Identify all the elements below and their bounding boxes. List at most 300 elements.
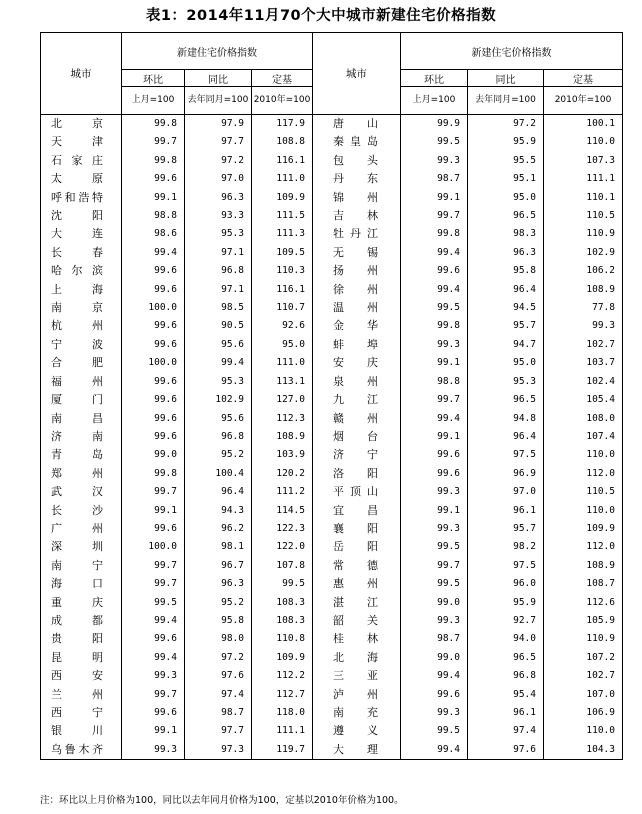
mom-left-cell: 99.1 <box>122 189 185 207</box>
fixed-right-cell: 110.1 <box>544 189 623 207</box>
table-row <box>41 170 623 188</box>
fixed-right-cell: 108.9 <box>544 557 623 575</box>
mom-left-cell: 99.4 <box>122 649 185 667</box>
city-left-cell: 南宁 <box>41 557 122 575</box>
mom-right-cell: 99.1 <box>401 189 468 207</box>
fixed-left-cell: 109.9 <box>252 649 313 667</box>
mom-right-cell: 99.6 <box>401 686 468 704</box>
fixed-header-right: 定基 <box>544 70 623 87</box>
city-left-cell: 青岛 <box>41 446 122 464</box>
mom-left-cell: 99.6 <box>122 428 185 446</box>
city-left-cell: 昆明 <box>41 649 122 667</box>
yoy-right-cell: 94.8 <box>468 410 544 428</box>
yoy-left-cell: 97.6 <box>185 667 252 685</box>
fixed-base-left: 2010年=100 <box>252 87 313 115</box>
city-left-cell: 大连 <box>41 225 122 243</box>
fixed-right-cell: 102.7 <box>544 667 623 685</box>
yoy-right-cell: 95.5 <box>468 152 544 170</box>
fixed-right-cell: 105.9 <box>544 612 623 630</box>
yoy-left-cell: 94.3 <box>185 502 252 520</box>
city-left-cell: 兰州 <box>41 686 122 704</box>
fixed-right-cell: 102.4 <box>544 373 623 391</box>
mom-left-cell: 99.6 <box>122 281 185 299</box>
yoy-left-cell: 95.2 <box>185 446 252 464</box>
mom-left-cell: 99.6 <box>122 391 185 409</box>
fixed-left-cell: 111.5 <box>252 207 313 225</box>
mom-left-cell: 99.1 <box>122 502 185 520</box>
city-left-cell: 杭州 <box>41 317 122 335</box>
fixed-left-cell: 108.9 <box>252 428 313 446</box>
mom-right-cell: 99.3 <box>401 704 468 722</box>
table-row <box>41 428 623 446</box>
city-right-cell: 湛江 <box>313 594 401 612</box>
yoy-left-cell: 99.4 <box>185 354 252 372</box>
yoy-right-cell: 96.1 <box>468 502 544 520</box>
mom-left-cell: 99.6 <box>122 373 185 391</box>
yoy-right-cell: 95.0 <box>468 189 544 207</box>
yoy-base-left: 去年同月=100 <box>185 87 252 115</box>
mom-right-cell: 99.6 <box>401 465 468 483</box>
table-row <box>41 207 623 225</box>
yoy-left-cell: 95.2 <box>185 594 252 612</box>
table-row <box>41 410 623 428</box>
mom-left-cell: 99.8 <box>122 465 185 483</box>
city-left-cell: 北京 <box>41 115 122 134</box>
mom-left-cell: 99.6 <box>122 317 185 335</box>
city-left-cell: 西安 <box>41 667 122 685</box>
fixed-left-cell: 120.2 <box>252 465 313 483</box>
city-right-cell: 金华 <box>313 317 401 335</box>
mom-right-cell: 99.8 <box>401 225 468 243</box>
mom-left-cell: 99.4 <box>122 612 185 630</box>
mom-left-cell: 98.6 <box>122 225 185 243</box>
index-group-header-right: 新建住宅价格指数 <box>401 33 623 70</box>
table-row <box>41 373 623 391</box>
fixed-left-cell: 112.3 <box>252 410 313 428</box>
fixed-right-cell: 110.0 <box>544 446 623 464</box>
city-left-cell: 南昌 <box>41 410 122 428</box>
yoy-right-cell: 96.5 <box>468 207 544 225</box>
table-row <box>41 483 623 501</box>
mom-right-cell: 99.4 <box>401 281 468 299</box>
city-right-cell: 九江 <box>313 391 401 409</box>
city-left-cell: 厦门 <box>41 391 122 409</box>
fixed-right-cell: 110.5 <box>544 483 623 501</box>
city-right-cell: 吉林 <box>313 207 401 225</box>
city-left-cell: 深圳 <box>41 538 122 556</box>
mom-right-cell: 99.5 <box>401 575 468 593</box>
mom-right-cell: 99.4 <box>401 244 468 262</box>
fixed-left-cell: 109.9 <box>252 189 313 207</box>
yoy-left-cell: 95.3 <box>185 225 252 243</box>
fixed-left-cell: 116.1 <box>252 281 313 299</box>
mom-left-cell: 99.8 <box>122 152 185 170</box>
mom-left-cell: 99.0 <box>122 446 185 464</box>
fixed-left-cell: 122.3 <box>252 520 313 538</box>
city-right-cell: 济宁 <box>313 446 401 464</box>
yoy-right-cell: 96.1 <box>468 704 544 722</box>
table-row <box>41 133 623 151</box>
fixed-left-cell: 107.8 <box>252 557 313 575</box>
yoy-left-cell: 98.0 <box>185 630 252 648</box>
yoy-left-cell: 97.2 <box>185 649 252 667</box>
mom-left-cell: 99.6 <box>122 704 185 722</box>
mom-left-cell: 99.6 <box>122 336 185 354</box>
mom-right-cell: 99.4 <box>401 410 468 428</box>
yoy-right-cell: 94.7 <box>468 336 544 354</box>
mom-right-cell: 99.9 <box>401 115 468 134</box>
mom-right-cell: 99.3 <box>401 336 468 354</box>
yoy-right-cell: 96.8 <box>468 667 544 685</box>
mom-right-cell: 99.3 <box>401 152 468 170</box>
mom-left-cell: 99.1 <box>122 722 185 740</box>
yoy-left-cell: 97.3 <box>185 741 252 760</box>
city-right-cell: 南充 <box>313 704 401 722</box>
table-row <box>41 722 623 740</box>
fixed-right-cell: 109.9 <box>544 520 623 538</box>
fixed-left-cell: 113.1 <box>252 373 313 391</box>
yoy-right-cell: 95.7 <box>468 317 544 335</box>
city-left-cell: 合肥 <box>41 354 122 372</box>
mom-base-right: 上月=100 <box>401 87 468 115</box>
fixed-right-cell: 105.4 <box>544 391 623 409</box>
fixed-left-cell: 118.0 <box>252 704 313 722</box>
table-row <box>41 336 623 354</box>
mom-left-cell: 99.6 <box>122 520 185 538</box>
mom-right-cell: 99.5 <box>401 722 468 740</box>
table-row <box>41 317 623 335</box>
yoy-right-cell: 96.3 <box>468 244 544 262</box>
yoy-right-cell: 95.3 <box>468 373 544 391</box>
city-right-cell: 泸州 <box>313 686 401 704</box>
table-row <box>41 557 623 575</box>
mom-left-cell: 99.5 <box>122 594 185 612</box>
fixed-right-cell: 110.0 <box>544 133 623 151</box>
fixed-right-cell: 100.1 <box>544 115 623 134</box>
yoy-left-cell: 93.3 <box>185 207 252 225</box>
city-right-cell: 安庆 <box>313 354 401 372</box>
table-row <box>41 704 623 722</box>
city-header-left: 城市 <box>41 33 122 115</box>
city-right-cell: 秦皇岛 <box>313 133 401 151</box>
yoy-header-left: 同比 <box>185 70 252 87</box>
table-row <box>41 391 623 409</box>
yoy-left-cell: 96.4 <box>185 483 252 501</box>
mom-right-cell: 99.1 <box>401 354 468 372</box>
city-right-cell: 韶关 <box>313 612 401 630</box>
yoy-left-cell: 97.0 <box>185 170 252 188</box>
fixed-left-cell: 111.1 <box>252 722 313 740</box>
city-left-cell: 福州 <box>41 373 122 391</box>
fixed-left-cell: 114.5 <box>252 502 313 520</box>
mom-right-cell: 99.1 <box>401 428 468 446</box>
fixed-left-cell: 110.3 <box>252 262 313 280</box>
mom-left-cell: 99.7 <box>122 557 185 575</box>
city-right-cell: 洛阳 <box>313 465 401 483</box>
city-right-cell: 扬州 <box>313 262 401 280</box>
table-row <box>41 446 623 464</box>
fixed-header-left: 定基 <box>252 70 313 87</box>
table-row <box>41 354 623 372</box>
table-row <box>41 502 623 520</box>
fixed-right-cell: 106.2 <box>544 262 623 280</box>
fixed-right-cell: 107.0 <box>544 686 623 704</box>
fixed-right-cell: 107.2 <box>544 649 623 667</box>
city-right-cell: 温州 <box>313 299 401 317</box>
fixed-left-cell: 103.9 <box>252 446 313 464</box>
mom-left-cell: 99.6 <box>122 410 185 428</box>
mom-left-cell: 99.4 <box>122 244 185 262</box>
yoy-header-right: 同比 <box>468 70 544 87</box>
fixed-left-cell: 112.7 <box>252 686 313 704</box>
table-row <box>41 299 623 317</box>
table-row <box>41 538 623 556</box>
yoy-right-cell: 96.4 <box>468 281 544 299</box>
city-right-cell: 遵义 <box>313 722 401 740</box>
yoy-left-cell: 97.4 <box>185 686 252 704</box>
yoy-left-cell: 97.7 <box>185 133 252 151</box>
yoy-left-cell: 96.3 <box>185 575 252 593</box>
yoy-right-cell: 95.1 <box>468 170 544 188</box>
city-left-cell: 乌鲁木齐 <box>41 741 122 760</box>
city-right-cell: 襄阳 <box>313 520 401 538</box>
city-right-cell: 宜昌 <box>313 502 401 520</box>
fixed-right-cell: 110.0 <box>544 502 623 520</box>
mom-right-cell: 99.4 <box>401 667 468 685</box>
city-left-cell: 长沙 <box>41 502 122 520</box>
mom-right-cell: 99.3 <box>401 520 468 538</box>
mom-right-cell: 98.8 <box>401 373 468 391</box>
table-row <box>41 281 623 299</box>
city-right-cell: 桂林 <box>313 630 401 648</box>
mom-right-cell: 98.7 <box>401 630 468 648</box>
table-row <box>41 741 623 760</box>
city-left-cell: 沈阳 <box>41 207 122 225</box>
city-right-cell: 丹东 <box>313 170 401 188</box>
mom-left-cell: 99.3 <box>122 667 185 685</box>
yoy-right-cell: 96.5 <box>468 391 544 409</box>
yoy-right-cell: 94.0 <box>468 630 544 648</box>
yoy-left-cell: 90.5 <box>185 317 252 335</box>
mom-right-cell: 99.0 <box>401 594 468 612</box>
price-index-table <box>40 32 623 760</box>
yoy-base-right: 去年同月=100 <box>468 87 544 115</box>
fixed-left-cell: 111.2 <box>252 483 313 501</box>
table-row <box>41 225 623 243</box>
yoy-left-cell: 102.9 <box>185 391 252 409</box>
city-left-cell: 武汉 <box>41 483 122 501</box>
yoy-left-cell: 97.9 <box>185 115 252 134</box>
city-left-cell: 郑州 <box>41 465 122 483</box>
yoy-right-cell: 96.5 <box>468 649 544 667</box>
yoy-left-cell: 95.6 <box>185 410 252 428</box>
city-left-cell: 宁波 <box>41 336 122 354</box>
mom-right-cell: 99.1 <box>401 502 468 520</box>
mom-left-cell: 99.8 <box>122 115 185 134</box>
mom-left-cell: 98.8 <box>122 207 185 225</box>
table-footnote: 注：环比以上月价格为100，同比以去年同月价格为100，定基以2010年价格为100。 <box>40 795 404 806</box>
city-right-cell: 烟台 <box>313 428 401 446</box>
table-row <box>41 189 623 207</box>
fixed-right-cell: 108.0 <box>544 410 623 428</box>
yoy-left-cell: 96.8 <box>185 428 252 446</box>
yoy-left-cell: 98.5 <box>185 299 252 317</box>
table-row <box>41 594 623 612</box>
fixed-left-cell: 111.3 <box>252 225 313 243</box>
mom-right-cell: 99.7 <box>401 207 468 225</box>
fixed-left-cell: 108.3 <box>252 612 313 630</box>
city-right-cell: 徐州 <box>313 281 401 299</box>
yoy-right-cell: 95.9 <box>468 594 544 612</box>
city-right-cell: 大理 <box>313 741 401 760</box>
table-row <box>41 115 623 134</box>
city-right-cell: 赣州 <box>313 410 401 428</box>
mom-right-cell: 99.6 <box>401 446 468 464</box>
city-left-cell: 济南 <box>41 428 122 446</box>
mom-left-cell: 99.6 <box>122 262 185 280</box>
yoy-left-cell: 97.1 <box>185 244 252 262</box>
yoy-left-cell: 96.8 <box>185 262 252 280</box>
fixed-right-cell: 110.9 <box>544 225 623 243</box>
fixed-right-cell: 112.6 <box>544 594 623 612</box>
yoy-right-cell: 97.0 <box>468 483 544 501</box>
mom-base-left: 上月=100 <box>122 87 185 115</box>
mom-left-cell: 100.0 <box>122 354 185 372</box>
fixed-left-cell: 108.8 <box>252 133 313 151</box>
yoy-right-cell: 95.8 <box>468 262 544 280</box>
fixed-right-cell: 111.1 <box>544 170 623 188</box>
city-left-cell: 长春 <box>41 244 122 262</box>
mom-left-cell: 100.0 <box>122 538 185 556</box>
city-left-cell: 上海 <box>41 281 122 299</box>
city-right-cell: 泉州 <box>313 373 401 391</box>
fixed-right-cell: 112.0 <box>544 538 623 556</box>
fixed-left-cell: 109.5 <box>252 244 313 262</box>
table-title: 表1：2014年11月70个大中城市新建住宅价格指数 <box>145 8 497 24</box>
city-left-cell: 海口 <box>41 575 122 593</box>
fixed-right-cell: 110.9 <box>544 630 623 648</box>
table-row <box>41 244 623 262</box>
city-left-cell: 太原 <box>41 170 122 188</box>
table-row <box>41 575 623 593</box>
fixed-left-cell: 111.0 <box>252 354 313 372</box>
city-right-cell: 岳阳 <box>313 538 401 556</box>
city-right-cell: 平顶山 <box>313 483 401 501</box>
fixed-right-cell: 102.9 <box>544 244 623 262</box>
fixed-left-cell: 127.0 <box>252 391 313 409</box>
city-left-cell: 石家庄 <box>41 152 122 170</box>
yoy-right-cell: 97.5 <box>468 446 544 464</box>
fixed-right-cell: 104.3 <box>544 741 623 760</box>
yoy-right-cell: 96.9 <box>468 465 544 483</box>
city-right-cell: 蚌埠 <box>313 336 401 354</box>
city-left-cell: 南京 <box>41 299 122 317</box>
yoy-right-cell: 96.0 <box>468 575 544 593</box>
city-right-cell: 三亚 <box>313 667 401 685</box>
yoy-right-cell: 95.7 <box>468 520 544 538</box>
city-header-right: 城市 <box>313 33 401 115</box>
mom-header-left: 环比 <box>122 70 185 87</box>
fixed-base-right: 2010年=100 <box>544 87 623 115</box>
fixed-left-cell: 116.1 <box>252 152 313 170</box>
fixed-left-cell: 119.7 <box>252 741 313 760</box>
yoy-left-cell: 96.7 <box>185 557 252 575</box>
yoy-left-cell: 95.3 <box>185 373 252 391</box>
yoy-left-cell: 97.7 <box>185 722 252 740</box>
table-row <box>41 686 623 704</box>
fixed-left-cell: 110.7 <box>252 299 313 317</box>
fixed-left-cell: 92.6 <box>252 317 313 335</box>
yoy-left-cell: 95.8 <box>185 612 252 630</box>
table-row <box>41 520 623 538</box>
mom-right-cell: 98.7 <box>401 170 468 188</box>
fixed-left-cell: 108.3 <box>252 594 313 612</box>
yoy-right-cell: 98.2 <box>468 538 544 556</box>
fixed-left-cell: 112.2 <box>252 667 313 685</box>
yoy-left-cell: 96.3 <box>185 189 252 207</box>
mom-right-cell: 99.5 <box>401 299 468 317</box>
table-row <box>41 649 623 667</box>
city-right-cell: 唐山 <box>313 115 401 134</box>
fixed-right-cell: 110.5 <box>544 207 623 225</box>
mom-right-cell: 99.3 <box>401 483 468 501</box>
city-right-cell: 北海 <box>313 649 401 667</box>
mom-right-cell: 99.3 <box>401 612 468 630</box>
city-left-cell: 天津 <box>41 133 122 151</box>
fixed-right-cell: 77.8 <box>544 299 623 317</box>
yoy-right-cell: 94.5 <box>468 299 544 317</box>
fixed-right-cell: 106.9 <box>544 704 623 722</box>
fixed-left-cell: 95.0 <box>252 336 313 354</box>
mom-left-cell: 99.7 <box>122 575 185 593</box>
yoy-left-cell: 97.2 <box>185 152 252 170</box>
city-left-cell: 重庆 <box>41 594 122 612</box>
city-left-cell: 广州 <box>41 520 122 538</box>
city-right-cell: 常德 <box>313 557 401 575</box>
yoy-right-cell: 97.4 <box>468 722 544 740</box>
table-row <box>41 667 623 685</box>
city-right-cell: 锦州 <box>313 189 401 207</box>
mom-left-cell: 99.6 <box>122 170 185 188</box>
table-row <box>41 262 623 280</box>
fixed-left-cell: 117.9 <box>252 115 313 134</box>
yoy-right-cell: 97.5 <box>468 557 544 575</box>
mom-left-cell: 99.3 <box>122 741 185 760</box>
fixed-right-cell: 112.0 <box>544 465 623 483</box>
index-group-header-left: 新建住宅价格指数 <box>122 33 313 70</box>
yoy-right-cell: 95.4 <box>468 686 544 704</box>
fixed-left-cell: 110.8 <box>252 630 313 648</box>
mom-right-cell: 99.5 <box>401 538 468 556</box>
yoy-right-cell: 95.0 <box>468 354 544 372</box>
mom-right-cell: 99.6 <box>401 262 468 280</box>
yoy-left-cell: 98.7 <box>185 704 252 722</box>
city-left-cell: 西宁 <box>41 704 122 722</box>
city-left-cell: 银川 <box>41 722 122 740</box>
city-left-cell: 呼和浩特 <box>41 189 122 207</box>
mom-left-cell: 99.7 <box>122 133 185 151</box>
table-row <box>41 465 623 483</box>
yoy-right-cell: 98.3 <box>468 225 544 243</box>
yoy-left-cell: 97.1 <box>185 281 252 299</box>
mom-right-cell: 99.4 <box>401 741 468 760</box>
mom-right-cell: 99.7 <box>401 391 468 409</box>
mom-right-cell: 99.8 <box>401 317 468 335</box>
mom-header-right: 环比 <box>401 70 468 87</box>
yoy-left-cell: 95.6 <box>185 336 252 354</box>
city-right-cell: 惠州 <box>313 575 401 593</box>
fixed-right-cell: 110.0 <box>544 722 623 740</box>
